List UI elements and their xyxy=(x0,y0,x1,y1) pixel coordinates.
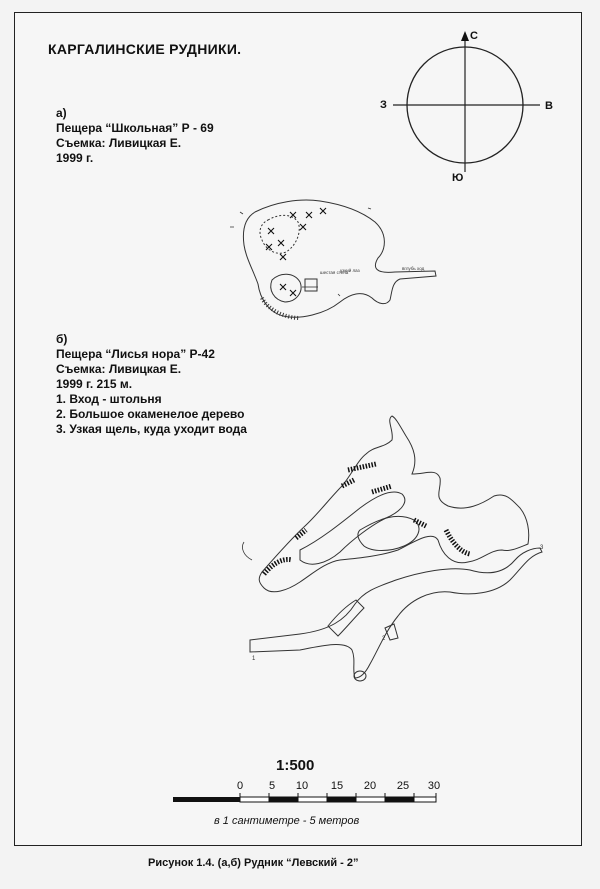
compass-rose xyxy=(393,31,540,172)
figure-title: КАРГАЛИНСКИЕ РУДНИКИ. xyxy=(48,41,242,57)
legend-item-crack: 3. Узкая щель, куда уходит вода xyxy=(56,422,247,436)
scale-tick-20: 20 xyxy=(363,780,377,792)
scale-tick-25: 25 xyxy=(396,780,410,792)
scale-tick-0: 0 xyxy=(236,780,244,792)
scale-bar xyxy=(173,793,436,802)
north-arrow-icon xyxy=(461,31,469,41)
scale-tick-30: 30 xyxy=(427,780,441,792)
figure-caption: Рисунок 1.4. (а,б) Рудник “Левский - 2” xyxy=(148,857,359,869)
cave-b-plan xyxy=(242,416,542,681)
scale-tick-5: 5 xyxy=(268,780,276,792)
scale-tick-15: 15 xyxy=(330,780,344,792)
section-a-year: 1999 г. xyxy=(56,151,94,165)
cave-b-marker-1: 1 xyxy=(252,656,256,662)
cave-b-marker-2: 2 xyxy=(382,636,386,642)
compass-south-label: Ю xyxy=(452,172,464,184)
scale-ratio: 1:500 xyxy=(276,757,315,774)
section-b-survey: Съемка: Ливицкая Е. xyxy=(56,362,182,376)
compass-east-label: В xyxy=(545,100,553,112)
scale-note: в 1 сантиметре - 5 метров xyxy=(214,815,360,827)
section-b-cave-name: Пещера “Лисья нора” Р-42 xyxy=(56,347,215,361)
cave-a-plan xyxy=(230,200,436,318)
scale-tick-10: 10 xyxy=(295,780,309,792)
cave-a-label-wall: шестая стена xyxy=(320,270,349,275)
cave-b-marker-3: 3 xyxy=(540,545,544,551)
legend-item-tree: 2. Большое окаменелое дерево xyxy=(56,407,245,421)
cave-a-label-passage: вглубь ход xyxy=(402,266,425,271)
section-a-letter: а) xyxy=(56,106,67,120)
compass-north-label: С xyxy=(470,30,478,42)
section-b-year: 1999 г. 215 м. xyxy=(56,377,133,391)
section-a-cave-name: Пещера “Школьная” Р - 69 xyxy=(56,121,214,135)
legend-item-entrance: 1. Вход - штольня xyxy=(56,392,162,406)
compass-west-label: З xyxy=(380,99,387,111)
section-b-letter: б) xyxy=(56,332,68,346)
section-a-survey: Съемка: Ливицкая Е. xyxy=(56,136,182,150)
cave-a-label-squeeze: узкий лаз xyxy=(340,268,360,273)
